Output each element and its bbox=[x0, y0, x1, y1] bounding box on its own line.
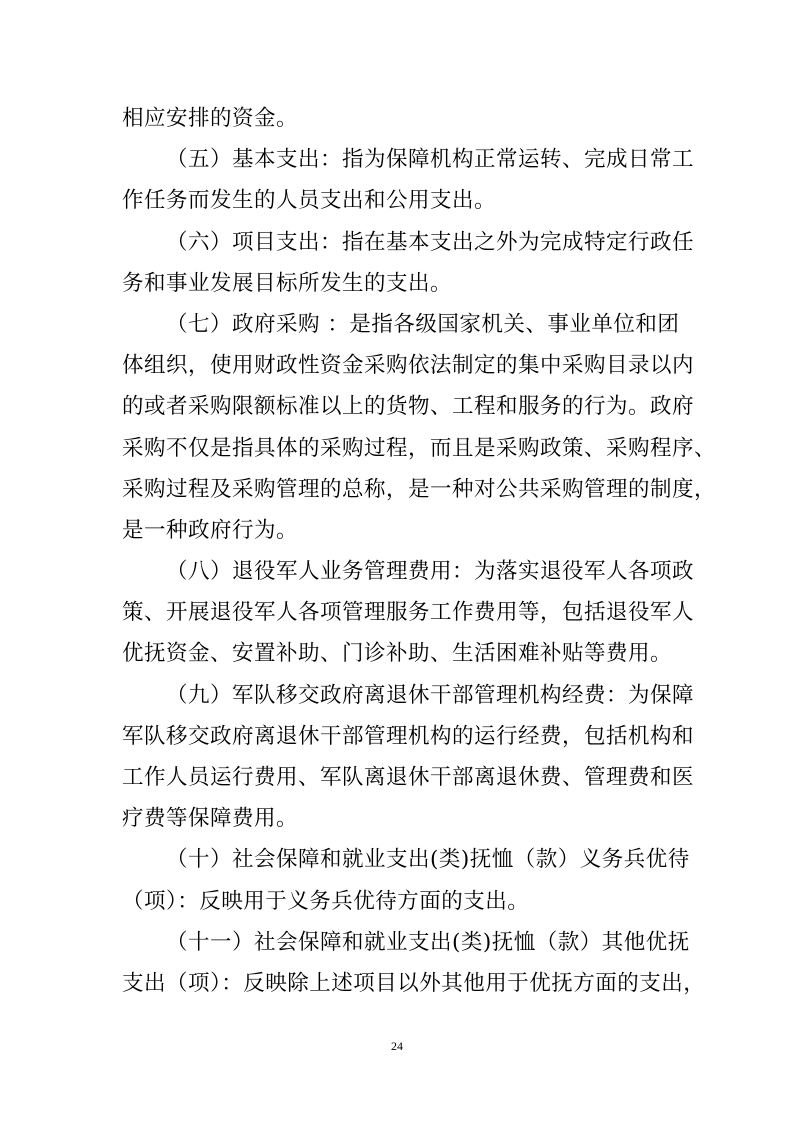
text-line: 策、开展退役军人各项管理服务工作费用等，包括退役军人 bbox=[122, 600, 695, 626]
text-line: （六）项目支出：指在基本支出之外为完成特定行政任 bbox=[166, 229, 695, 255]
text-line: （项）：反映用于义务兵优待方面的支出。 bbox=[122, 888, 530, 914]
text-line: （十）社会保障和就业支出(类)抚恤（款）义务兵优待 bbox=[166, 847, 690, 873]
paragraph-conscript-preferential-treatment bbox=[122, 839, 690, 921]
text-line: 军队移交政府离退休干部管理机构的运行经费，包括机构和 bbox=[122, 723, 695, 749]
text-line: 体组织，使用财政性资金采购依法制定的集中采购目录以内 bbox=[122, 353, 695, 379]
paragraph-other-preferential-treatment bbox=[122, 922, 706, 1004]
text-line: 采购不仅是指具体的采购过程，而且是采购政策、采购程序、 bbox=[122, 435, 717, 461]
text-line: 采购过程及采购管理的总称，是一种对公共采购管理的制度， bbox=[122, 476, 717, 502]
text-line: （十一）社会保障和就业支出(类)抚恤（款）其他优抚 bbox=[166, 929, 690, 955]
text-line: 优抚资金、安置补助、门诊补助、生活困难补贴等费用。 bbox=[122, 641, 673, 667]
text-line: 疗费等保障费用。 bbox=[122, 806, 299, 832]
text-line: 作任务而发生的人员支出和公用支出。 bbox=[122, 188, 497, 214]
text-line: 相应安排的资金。 bbox=[122, 106, 299, 131]
text-line: （八）退役军人业务管理费用：为落实退役军人各项政 bbox=[166, 559, 695, 585]
text-line: 务和事业发展目标所发生的支出。 bbox=[122, 270, 453, 296]
paragraph-project-expenditure bbox=[122, 222, 695, 304]
text-line: （五）基本支出：指为保障机构正常运转、完成日常工 bbox=[166, 147, 695, 173]
text-line: 是一种政府行为。 bbox=[122, 517, 299, 543]
paragraph-government-procurement bbox=[122, 304, 717, 551]
body-text bbox=[122, 98, 717, 1004]
text-line: （九）军队移交政府离退休干部管理机构经费：为保障 bbox=[166, 682, 695, 708]
paragraph-retired-cadres-funding bbox=[122, 675, 695, 840]
text-line: 工作人员运行费用、军队离退休干部离退休费、管理费和医 bbox=[122, 765, 695, 790]
text-line: 支出（项）：反映除上述项目以外其他用于优抚方面的支出， bbox=[122, 970, 706, 996]
paragraph-continuation bbox=[122, 98, 674, 139]
paragraph-basic-expenditure bbox=[122, 139, 695, 221]
text-line: 的或者采购限额标准以上的货物、工程和服务的行为。政府 bbox=[122, 394, 695, 420]
paragraph-veterans-management-costs bbox=[122, 551, 695, 675]
text-line: （七）政府采购 ：是指各级国家机关、事业单位和团 bbox=[166, 311, 680, 337]
page-number: 24 bbox=[391, 1039, 403, 1053]
